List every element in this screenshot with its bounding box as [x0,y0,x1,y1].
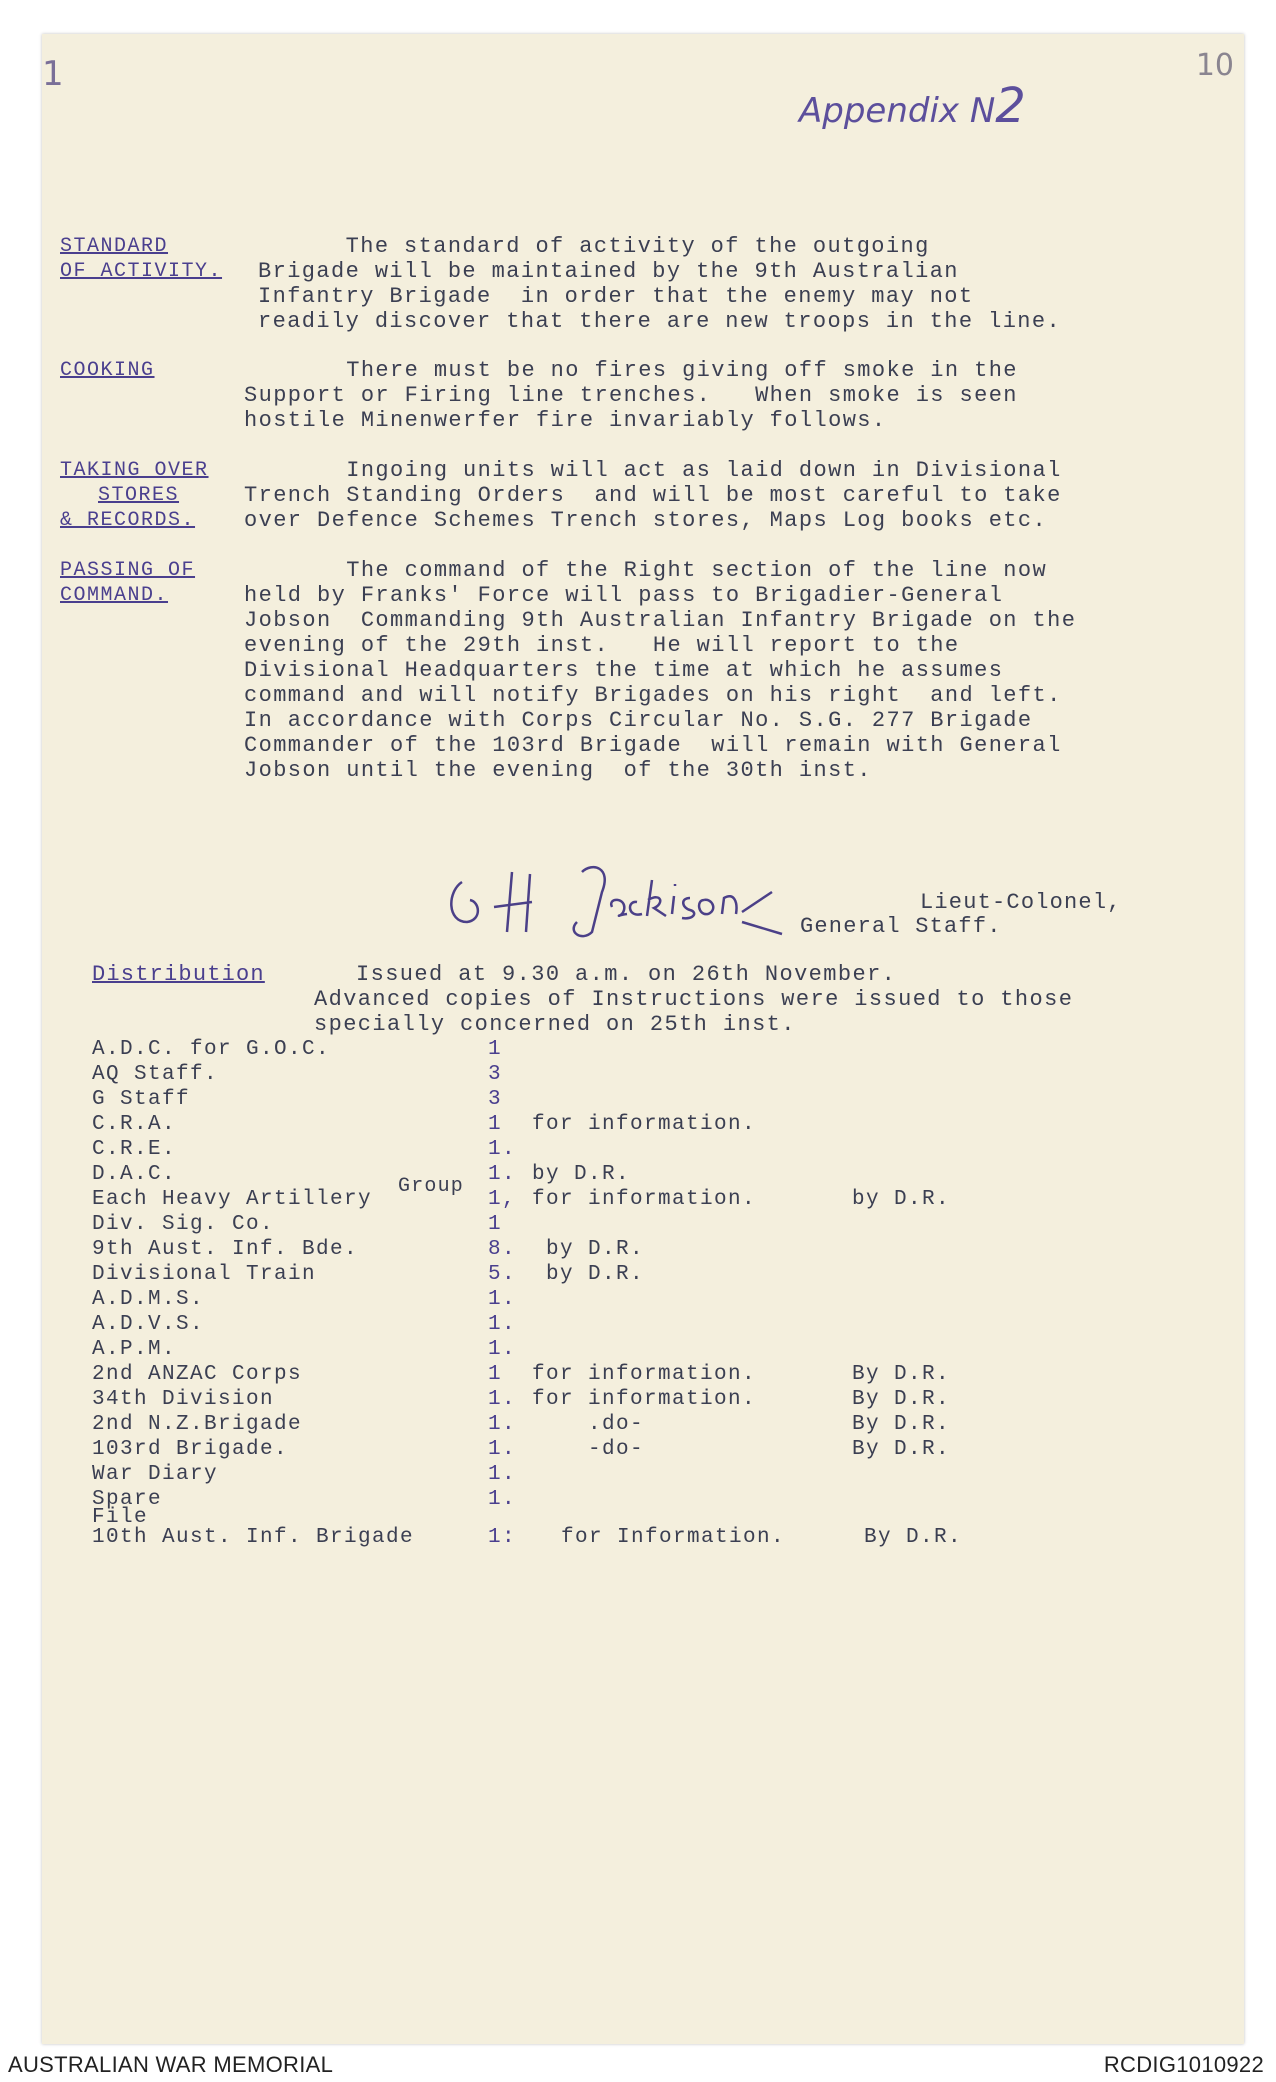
delivery: by D.R. [852,1188,951,1211]
distribution-label: Distribution [92,962,265,987]
copies: 3 [488,1088,503,1111]
body-line: The command of the Right section of the line now [244,558,1048,583]
distribution-row [92,1038,1192,1063]
handwritten-signature [442,852,842,942]
distribution-row [92,1113,1192,1138]
note: for information. [532,1188,757,1211]
section-heading-taking-over [60,458,209,533]
recipient: C.R.E. [92,1138,177,1161]
distribution-row [92,1338,1192,1363]
group-annotation: Group [398,1175,465,1198]
note: for information. [532,1363,757,1386]
issue-line: Issued at 9.30 a.m. on 26th November. [356,962,897,987]
distribution-row [92,1526,1192,1551]
recipient: 34th Division [92,1388,275,1411]
distribution-row [92,1163,1192,1188]
body-line: over Defence Schemes Trench stores, Maps Log books etc. [244,508,1048,533]
body-line: Infantry Brigade in order that the enemy may not [258,284,974,309]
body-line: Trench Standing Orders and will be most careful to take [244,483,1062,508]
section-body-cooking [244,358,1018,433]
body-line: Jobson until the evening of the 30th inst. [244,758,872,783]
heading-line: STORES [98,484,180,507]
copies: 1, [488,1188,517,1211]
distribution-row [92,1438,1192,1463]
note: for information. [532,1388,757,1411]
heading-line: COOKING [60,359,155,382]
appendix-label [799,78,1026,134]
distribution-row [92,1138,1192,1163]
body-line: held by Franks' Force will pass to Brigadier-General [244,583,1004,608]
signatory-title: General Staff. [800,914,1002,939]
section-body-taking-over [244,458,1062,533]
recipient: Div. Sig. Co. [92,1213,275,1236]
recipient: D.A.C. [92,1163,177,1186]
body-line: command and will notify Brigades on his right and left. [244,683,1062,708]
copies: 1. [488,1288,517,1311]
distribution-row [92,1263,1192,1288]
copies: 1. [488,1438,517,1461]
body-line: Jobson Commanding 9th Australian Infantry Brigade on the [244,608,1077,633]
distribution-row [92,1188,1192,1213]
recipient: AQ Staff. [92,1063,219,1086]
body-line: In accordance with Corps Circular No. S.G. 277 Brigade [244,708,1033,733]
copies: 1 [488,1213,503,1236]
copies: 1. [488,1138,517,1161]
distribution-row [92,1463,1192,1488]
recipient: Spare [92,1488,163,1511]
distribution-row [92,1288,1192,1313]
document-page [42,34,1244,2044]
recipient: 10th Aust. Inf. Brigade [92,1526,415,1549]
section-body-passing-command [244,558,1076,783]
page-corner-number-right: 10 [1195,48,1234,83]
copies: 1. [488,1313,517,1336]
recipient: Divisional Train [92,1263,317,1286]
copies: 8. [488,1238,517,1261]
copies: 1. [488,1413,517,1436]
appendix-text: Appendix N [799,91,996,131]
issue-note [314,962,1073,1037]
delivery: By D.R. [864,1526,963,1549]
section-heading-standard [60,234,222,284]
recipient: G Staff [92,1088,191,1111]
recipient: A.D.C. for G.O.C. [92,1038,331,1061]
distribution-row [92,1088,1192,1113]
copies: 1: [488,1526,517,1549]
signatory-rank: Lieut-Colonel, [920,890,1122,915]
body-line: Brigade will be maintained by the 9th Australian [258,259,959,284]
distribution-row [92,1388,1192,1413]
note: for Information. [547,1526,786,1549]
recipient: A.D.M.S. [92,1288,205,1311]
delivery: By D.R. [852,1413,951,1436]
heading-line: & RECORDS. [60,509,196,532]
page-corner-number-left: 1 [42,54,64,94]
body-line: readily discover that there are new troops in the line. [258,309,1062,334]
heading-line: TAKING OVER [60,459,209,482]
heading-line: STANDARD [60,235,169,258]
copies: 1. [488,1488,517,1511]
issue-line: specially concerned on 25th inst. [314,1012,796,1037]
issue-line: Advanced copies of Instructions were issued to those [314,987,1074,1012]
body-line: Commander of the 103rd Brigade will remain with General [244,733,1062,758]
copies: 5. [488,1263,517,1286]
note: by D.R. [532,1263,645,1286]
section-heading-cooking [60,358,155,383]
recipient: 9th Aust. Inf. Bde. [92,1238,359,1261]
body-line: Ingoing units will act as laid down in Divisional [244,458,1062,483]
section-body-standard [258,234,1061,334]
body-line: There must be no fires giving off smoke in the [244,358,1018,383]
recipient: A.P.M. [92,1338,177,1361]
body-line: hostile Minenwerfer fire invariably follows. [244,408,887,433]
recipient: 2nd N.Z.Brigade [92,1413,303,1436]
heading-line: OF ACTIVITY. [60,260,223,283]
copies: 3 [488,1063,503,1086]
copies: 1. [488,1338,517,1361]
note: by D.R. [532,1163,631,1186]
copies: 1. [488,1463,517,1486]
recipient: 103rd Brigade. [92,1438,289,1461]
note: by D.R. [532,1238,645,1261]
distribution-row [92,1313,1192,1338]
section-heading-passing-command [60,558,195,608]
delivery: By D.R. [852,1388,951,1411]
distribution-row [92,1063,1192,1088]
distribution-row [92,1413,1192,1438]
recipient: Each Heavy Artillery [92,1188,373,1211]
note: .do- [532,1413,645,1436]
distribution-row [92,1238,1192,1263]
footer-record-id: RCDIG1010922 [1103,2052,1264,2077]
body-line: The standard of activity of the outgoing [258,234,930,259]
body-line: Support or Firing line trenches. When smoke is seen [244,383,1018,408]
recipient: C.R.A. [92,1113,177,1136]
copies: 1 [488,1363,503,1386]
distribution-row [92,1363,1192,1388]
heading-line: COMMAND. [60,584,169,607]
copies: 1 [488,1038,503,1061]
recipient: File [92,1506,149,1529]
recipient: War Diary [92,1463,219,1486]
footer-archive-name: AUSTRALIAN WAR MEMORIAL [8,2052,334,2077]
delivery: By D.R. [852,1363,951,1386]
appendix-number: 2 [995,78,1026,134]
body-line: Divisional Headquarters the time at which he assumes [244,658,1004,683]
heading-line: PASSING OF [60,559,196,582]
recipient: A.D.V.S. [92,1313,205,1336]
note: -do- [532,1438,645,1461]
recipient: 2nd ANZAC Corps [92,1363,303,1386]
copies: 1. [488,1388,517,1411]
note: for information. [532,1113,757,1136]
body-line: evening of the 29th inst. He will report to the [244,633,960,658]
copies: 1 [488,1113,503,1136]
copies: 1. [488,1163,517,1186]
distribution-row [92,1213,1192,1238]
delivery: By D.R. [852,1438,951,1461]
